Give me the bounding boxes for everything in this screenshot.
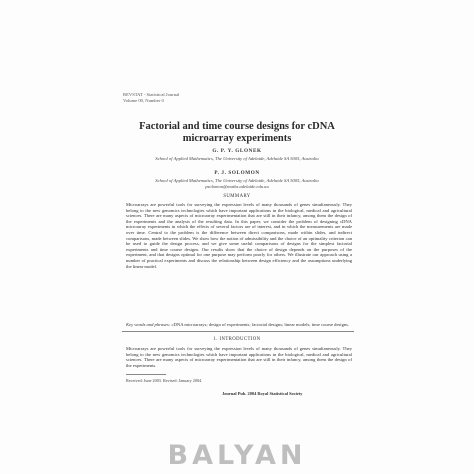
author-2-email: psolomon@maths.adelaide.edu.au [205,184,269,189]
summary-text: Microarrays are powerful tools for surveying the expression levels of many thousands of genes simultaneously. They belong to the new genomics technologies which have important applications in the biological, medical and agricultural sciences. There are many aspects of microarray experimentation that are still in their infancy, among them the design of the experiments and the analysis of the resulting data. In this paper, we consider the problem of designing cDNA microarray experiments in which the effects of several factors are of interest, and in which the measurements are made over time. Central to the problem is the difference between direct comparisons, made within slides, and indirect comparisons, made between slides. We show how the notion of admissibility and the choice of an optimality criterion can be used to guide the design process, and we give some useful comparisons of designs for the simplest factorial experiments and time course designs. Our results show that the choice of design depends on the purposes of the experiment, and that designs optimal for one purpose may perform poorly for others. We illustrate our approach using a number of practical experiments and discuss the relationship between design efficiency and the assumptions underlying the linear model. [126,202,352,269]
paper-title [0,121,474,145]
author-2-name: P. J. SOLOMON [214,170,260,176]
copyright-line: Journal Pub. 2004 Royal Statistical Society [222,391,303,396]
title-line-2: microarray experiments [182,133,292,144]
journal-header [123,92,179,104]
keywords-label: Key words and phrases: [126,322,171,327]
section-divider [122,331,354,332]
introduction-text: Microarrays are powerful tools for surveying the expression levels of many thousands of genes simultaneously. They belong to the new genomics technologies which have important applications in the biological, medical and agricultural sciences. There are many aspects of microarray experimentation that are still in their infancy, among them the design of the experiments. [126,346,352,368]
introduction-heading: 1. INTRODUCTION [213,337,261,342]
keywords-text: cDNA microarrays; design of experiments; factorial designs; linear models; time course designs. [171,322,350,327]
author-2-affiliation: School of Applied Mathematics, The University of Adelaide, Adelaide SA 5005, Australia [155,178,319,183]
journal-issue: Volume 00, Number 0 [123,98,164,103]
summary-heading: SUMMARY [223,194,251,199]
keywords [126,322,352,327]
journal-name: REVSTAT - Statistical Journal [123,92,180,97]
title-line-1: Factorial and time course designs for cDNA [139,121,335,132]
footnote: Received: June 2003. Revised: January 2004. [126,378,203,383]
footnote-rule [126,374,166,375]
author-1-name: G. P. Y. GLONEK [212,148,262,154]
watermark-logo: BALYAN [167,440,307,471]
author-1-affiliation: School of Applied Mathematics, The University of Adelaide, Adelaide SA 5005, Australia [155,156,319,161]
